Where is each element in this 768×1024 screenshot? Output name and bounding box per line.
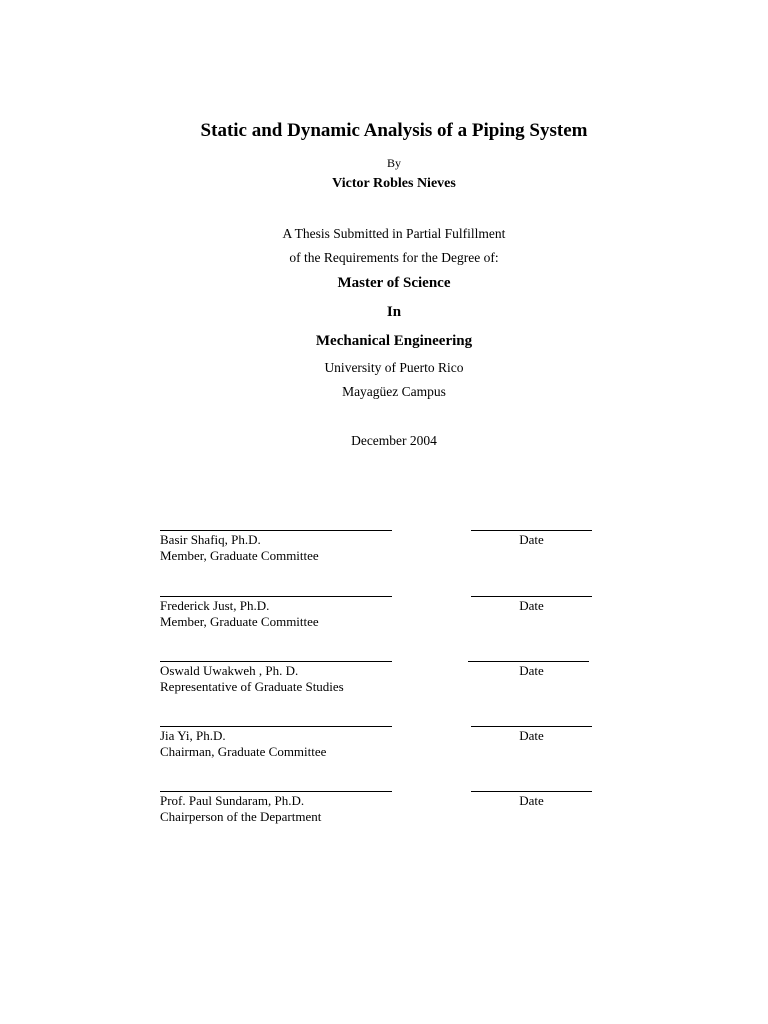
campus-name: Mayagüez Campus: [342, 384, 446, 399]
university-name: University of Puerto Rico: [324, 360, 464, 375]
signer-name: Prof. Paul Sundaram, Ph.D.: [160, 793, 305, 808]
degree-name: Master of Science: [337, 275, 451, 291]
in-label: In: [386, 304, 402, 320]
date-line: [471, 596, 592, 597]
date-label: Date: [519, 793, 544, 808]
major-name: Mechanical Engineering: [315, 333, 473, 349]
signature-line: [160, 726, 392, 727]
signer-name: Jia Yi, Ph.D.: [160, 728, 226, 743]
signer-name: Basir Shafiq, Ph.D.: [160, 532, 261, 547]
signature-block: [0, 514, 768, 584]
signature-block: [0, 775, 768, 845]
submission-date: December 2004: [351, 433, 437, 448]
signer-role: Member, Graduate Committee: [160, 614, 319, 629]
date-line: [471, 791, 592, 792]
signature-line: [160, 596, 392, 597]
thesis-title: Static and Dynamic Analysis of a Piping System: [200, 120, 588, 141]
signature-block: [0, 710, 768, 780]
signature-line: [160, 661, 392, 662]
date-label: Date: [519, 663, 544, 678]
signer-role: Chairperson of the Department: [160, 809, 322, 824]
by-label: By: [386, 156, 401, 170]
date-line: [468, 661, 589, 662]
signer-name: Oswald Uwakweh , Ph. D.: [160, 663, 299, 678]
signer-name: Frederick Just, Ph.D.: [160, 598, 270, 613]
submission-line-2: of the Requirements for the Degree of:: [289, 250, 499, 265]
signature-block: [0, 580, 768, 650]
signer-role: Member, Graduate Committee: [160, 548, 319, 563]
submission-line-1: A Thesis Submitted in Partial Fulfillment: [282, 226, 506, 241]
date-line: [471, 726, 592, 727]
signer-role: Representative of Graduate Studies: [160, 679, 344, 694]
signature-block: [0, 645, 768, 715]
date-label: Date: [519, 532, 544, 547]
signer-role: Chairman, Graduate Committee: [160, 744, 327, 759]
signature-line: [160, 791, 392, 792]
signature-line: [160, 530, 392, 531]
date-label: Date: [519, 598, 544, 613]
date-line: [471, 530, 592, 531]
date-label: Date: [519, 728, 544, 743]
author-name: Victor Robles Nieves: [332, 176, 456, 191]
